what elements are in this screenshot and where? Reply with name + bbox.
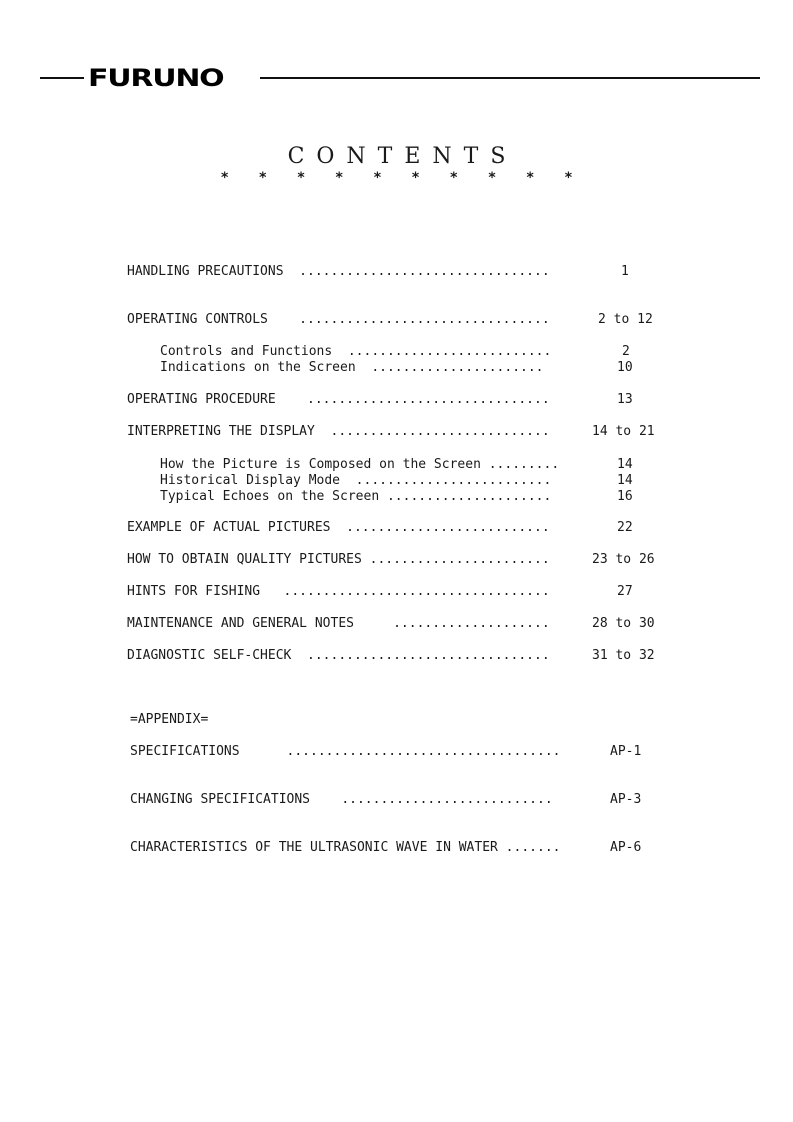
toc-entry-text: OPERATING PROCEDURE ............................... [127, 392, 550, 407]
header-rule-right [260, 77, 760, 79]
appendix-entry-text: CHANGING SPECIFICATIONS ........................... [130, 792, 553, 807]
toc-entry-page: 16 [617, 489, 633, 504]
toc-subentry-text: Historical Display Mode ......................... [160, 473, 552, 488]
toc-entry-page: 14 [617, 473, 633, 488]
toc-entry-text: HINTS FOR FISHING .................................. [127, 584, 550, 599]
toc-entry-page: 10 [617, 360, 633, 375]
title-stars: * * * * * * * * * * [220, 170, 586, 186]
appendix-entry-text: CHARACTERISTICS OF THE ULTRASONIC WAVE IN WATER ....... [130, 840, 561, 855]
toc-entry-page: 1 [621, 264, 629, 279]
toc-entry-text: MAINTENANCE AND GENERAL NOTES .................... [127, 616, 550, 631]
header-rule-left [40, 77, 84, 79]
toc-entry-page: 27 [617, 584, 633, 599]
toc-entry-page: 28 to 30 [592, 616, 655, 631]
toc-entry-page: 13 [617, 392, 633, 407]
brand-logo: FURUNO [88, 64, 224, 92]
page-title: CONTENTS [287, 144, 518, 169]
appendix-entry-page: AP-6 [610, 840, 642, 855]
appendix-heading: =APPENDIX= [130, 712, 209, 727]
appendix-entry-text: SPECIFICATIONS ................................... [130, 744, 561, 759]
page-header [0, 66, 793, 90]
toc-subentry-text: How the Picture is Composed on the Screen ......... [160, 457, 560, 472]
toc-entry-page: 2 to 12 [598, 312, 653, 327]
toc-entry-page: 14 [617, 457, 633, 472]
appendix-entry-page: AP-3 [610, 792, 642, 807]
toc-subentry-text: Indications on the Screen ...................... [160, 360, 544, 375]
toc-entry-text: HOW TO OBTAIN QUALITY PICTURES ....................... [127, 552, 550, 567]
appendix-entry-page: AP-1 [610, 744, 642, 759]
toc-entry-text: DIAGNOSTIC SELF-CHECK ............................... [127, 648, 550, 663]
toc-subentry-text: Controls and Functions .......................... [160, 344, 552, 359]
toc-entry-page: 14 to 21 [592, 424, 655, 439]
toc-entry-page: 31 to 32 [592, 648, 655, 663]
toc-entry-text: EXAMPLE OF ACTUAL PICTURES .......................... [127, 520, 550, 535]
toc-entry-text: HANDLING PRECAUTIONS ................................ [127, 264, 550, 279]
toc-entry-text: OPERATING CONTROLS ................................ [127, 312, 550, 327]
toc-entry-page: 2 [622, 344, 630, 359]
toc-entry-text: INTERPRETING THE DISPLAY ............................ [127, 424, 550, 439]
toc-entry-page: 23 to 26 [592, 552, 655, 567]
toc-subentry-text: Typical Echoes on the Screen ..................... [160, 489, 552, 504]
toc-entry-page: 22 [617, 520, 633, 535]
